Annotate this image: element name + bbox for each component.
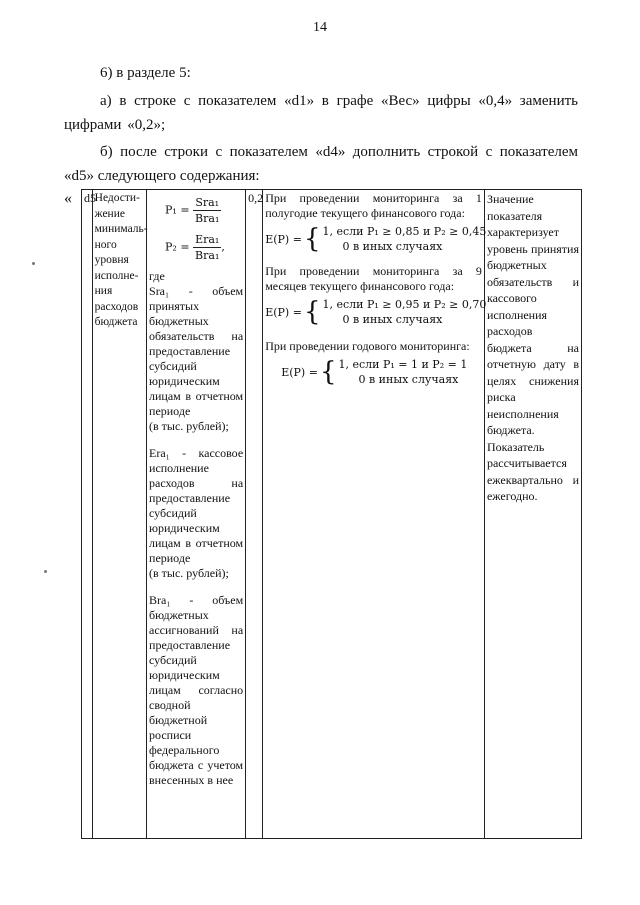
opening-quote: « (64, 190, 72, 207)
calc-nine-months-formula: E(P) = { 1, если P₁ ≥ 0,95 и P₂ ≥ 0,70 0 в иных случаях (265, 297, 487, 327)
scan-speck (44, 570, 47, 573)
definition-era: Era₁ - кассовое исполнение расходов на предоставление субсидий юридическим лицам в отчетном периоде (149, 446, 244, 565)
definition-bra: Bra₁ - объем бюджетных ассигнований на предоставление субсидий юридическим лицам согласно сводной бюджетной росписи федерального бюджета с учетом внесенных в нее (149, 593, 244, 787)
indicator-weight: 0,2 (246, 190, 263, 839)
calc-half-year-heading: При проведении мониторинга за 1 полугодие текущего финансового года: (265, 191, 482, 220)
calc-half-year-formula: E(P) = { 1, если P₁ ≥ 0,85 и P₂ ≥ 0,45 0 в иных случаях (265, 224, 487, 254)
page-number: 14 (313, 20, 327, 35)
indicator-description: Значение показателя характеризует уровень принятия бюджетных обязательств и кассового исполнения расходов бюджета на отчетную дату в целях снижения риска неисполнения бюджета. Показатель рассчитывается ежеквартально и ежегодно. (484, 190, 581, 839)
table-row (82, 190, 582, 839)
calc-annual-formula: E(P) = { 1, если P₁ = 1 и P₂ = 1 0 в иных случаях (281, 357, 468, 387)
paragraph-section-5: 6) в разделе 5: (100, 65, 191, 81)
formula-p2: P₂ = $\frac{\text{Era₁}}{\text{Bra₁}}$ , (165, 233, 225, 262)
formula-cell (147, 190, 246, 839)
calc-annual-heading: При проведении годового мониторинга: (265, 339, 470, 353)
paragraph-replace-d1: а) в строке с показателем «d1» в графе «Вес» цифры «0,4» заменить цифрами «0,2»; (64, 93, 578, 133)
definition-era-unit: (в тыс. рублей); (149, 566, 229, 580)
formula-where: где (149, 269, 165, 283)
scan-speck (32, 262, 35, 265)
calc-nine-months-heading: При проведении мониторинга за 9 месяцев текущего финансового года: (265, 264, 482, 293)
definition-sra-unit: (в тыс. рублей); (149, 419, 229, 433)
definition-sra: Sra₁ - объем принятых бюджетных обязательств на предоставление субсидий юридическим лицам в отчетном периоде (149, 284, 244, 418)
paragraph-add-d5: б) после строки с показателем «d4» дополнить строкой с показателем «d5» следующего содержания: (64, 144, 578, 184)
calculation-cell (263, 190, 485, 839)
indicator-name: Недости-жение минималь-ного уровня исполне-ния расходов бюджета (92, 190, 146, 839)
indicator-code: d5 (82, 190, 93, 839)
formula-p1: P₁ = $\frac{\text{Sra₁}}{\text{Bra₁}}$ (165, 196, 220, 225)
indicator-table (81, 189, 582, 839)
